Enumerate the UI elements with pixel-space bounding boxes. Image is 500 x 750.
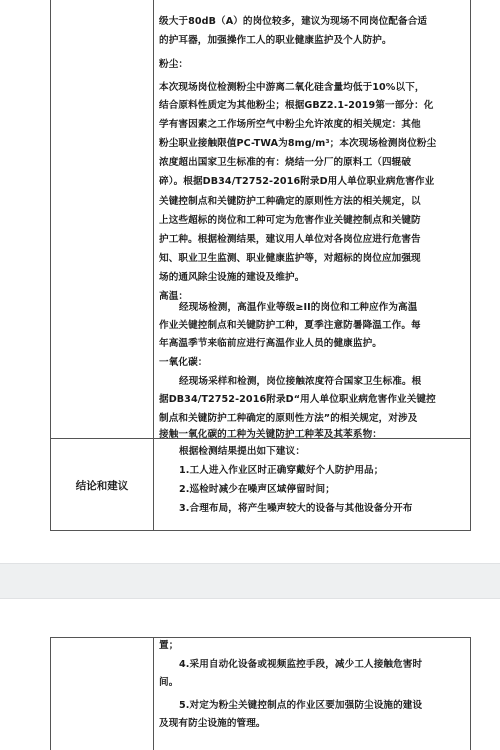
text-line: 护工种。根据检测结果，建议用人单位对各岗位应进行危害告 xyxy=(159,234,421,245)
text-line: 据DB34/T2752-2016附录D“用人单位职业病危害作业关键控 xyxy=(159,394,436,405)
section-heading-co: 一氧化碳： xyxy=(159,357,208,368)
text-line: 学有害因素之工作场所空气中粉尘允许浓度的相关规定：其他 xyxy=(159,119,421,130)
text-line: 关键控制点和关键防护工种确定的原则性方法的相关规定，以 xyxy=(159,196,421,207)
text-line: 浓度超出国家卫生标准的有：烧结一分厂的原料工（四辊破 xyxy=(159,157,412,168)
text-line: 上这些超标的岗位和工种可定为危害作业关键控制点和关键防 xyxy=(159,215,421,226)
text-line: 粉尘职业接触限值PC-TWA为8mg/m³；本次现场检测岗位粉尘 xyxy=(159,138,437,149)
text-line: 5.对定为粉尘关键控制点的作业区要加强防尘设施的建设 xyxy=(179,700,423,711)
text-line: 碎）。根据DB34/T2752-2016附录D用人单位职业病危害作业 xyxy=(159,176,435,187)
text-line: 制点和关键防护工种确定的原则性方法”的相关规定，对涉及 xyxy=(159,413,418,424)
conclusion-line: 根据检测结果提出如下建议： xyxy=(179,446,306,457)
text-line: 间。 xyxy=(159,677,179,688)
text-line: 级大于80dB（A）的岗位较多，建议为现场不同岗位配备合适 xyxy=(159,16,428,27)
text-line: 年高温季节来临前应进行高温作业人员的健康监护。 xyxy=(159,338,382,349)
text-line: 场的通风除尘设施的建设及维护。 xyxy=(159,272,305,283)
text-line: 置； xyxy=(159,640,179,651)
column-divider xyxy=(153,0,154,531)
text-line: 结合原料性质定为其他粉尘；根据GBZ2.1-2019第一部分：化 xyxy=(159,100,434,111)
document-page-2 xyxy=(0,599,500,750)
conclusion-label: 结论和建议 xyxy=(75,480,129,492)
section-heading-dust: 粉尘： xyxy=(159,59,189,70)
text-line: 4.采用自动化设备或视频监控手段，减少工人接触危害时 xyxy=(179,659,423,670)
text-line: 经现场检测，高温作业等级≥II的岗位和工种应作为高温 xyxy=(179,302,418,313)
text-line: 接触一氧化碳的工种为关键防护工种苯及其苯系物： xyxy=(159,429,382,440)
conclusion-line: 2.巡检时减少在噪声区域停留时间； xyxy=(179,484,335,495)
text-line: 及现有防尘设施的管理。 xyxy=(159,718,266,729)
section-heading-heat: 高温： xyxy=(159,291,189,302)
page-separator xyxy=(0,563,500,599)
column-divider xyxy=(153,637,154,750)
text-line: 本次现场岗位检测粉尘中游离二氧化硅含量均低于10%以下， xyxy=(159,82,425,93)
conclusion-line: 1.工人进入作业区时正确穿戴好个人防护用品； xyxy=(179,465,384,476)
text-line: 的护耳器，加强操作工人的职业健康监护及个人防护。 xyxy=(159,35,392,46)
text-line: 知、职业卫生监测、职业健康监护等，对超标的岗位应加强现 xyxy=(159,253,421,264)
conclusion-line: 3.合理布局，将产生噪声较大的设备与其他设备分开布 xyxy=(179,503,413,514)
text-line: 作业关键控制点和关键防护工种，夏季注意防暑降温工作。每 xyxy=(159,320,421,331)
text-line: 经现场采样和检测，岗位接触浓度符合国家卫生标准。根 xyxy=(179,376,422,387)
table-frame xyxy=(50,637,471,750)
